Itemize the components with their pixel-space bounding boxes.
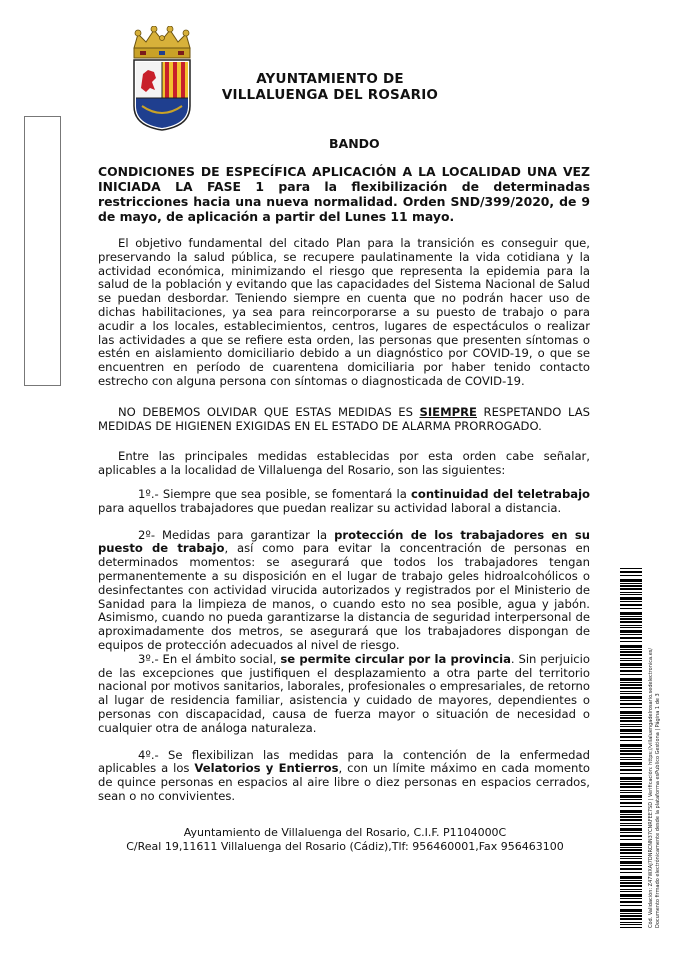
barcode-bar [620, 736, 642, 738]
barcode-bar [620, 660, 642, 661]
barcode-bar [620, 687, 642, 689]
item1-post: para aquellos trabajadores que puedan realizar su actividad laboral a distancia. [98, 500, 562, 515]
barcode-bar [620, 625, 642, 626]
municipality-header [210, 71, 450, 103]
barcode-bar [620, 608, 642, 609]
barcode-bar [620, 744, 642, 747]
barcode-bar [620, 915, 642, 917]
item2-post: , así como para evitar la concentración de personas en determinados momentos: se asegurará que todos los trabajadores tengan permanentemente a su disposición en el lugar de trabajo geles hidroalcohólicos o desinfectantes con actividad virucida autorizados y registrados por el Ministerio de Sanidad para la limpieza de manos, o cuando esto no sea posible, agua y jabón. Asimismo, cuando no pueda garantizarse la distancia de seguridad interpersonal de aproximadamente dos metros, se asegurará que los trabajadores dispongan de equipos de protección adecuados al nivel de riesgo. [98, 541, 590, 652]
barcode-bar [620, 891, 642, 892]
barcode-bar [620, 880, 642, 881]
barcode-bar [620, 783, 642, 785]
paragraph-intro: Entre las principales medidas establecidas por esta orden cabe señalar, aplicables a la localidad de Villaluenga del Rosario, son las siguientes: [98, 449, 590, 478]
header-line-2: VILLALUENGA DEL ROSARIO [221, 87, 439, 103]
barcode-bar [620, 865, 642, 866]
barcode-bar [620, 654, 642, 656]
barcode-bar [620, 604, 642, 606]
barcode-bar [620, 667, 642, 668]
barcode-bar [620, 909, 642, 912]
barcode-bar [620, 691, 642, 692]
document-footer [120, 826, 570, 854]
barcode-bar [620, 684, 642, 686]
barcode-bar [620, 729, 642, 732]
barcode-bar [620, 927, 642, 928]
barcode-bar [620, 748, 642, 749]
barcode-bar [620, 922, 642, 923]
barcode-bar [620, 658, 642, 659]
barcode-bar [620, 799, 642, 800]
barcode-bar [620, 612, 642, 615]
verification-text [648, 568, 670, 928]
barcode-bar [620, 823, 642, 824]
barcode-bar [620, 795, 642, 798]
item3-bold: se permite circular por la provincia [280, 651, 511, 666]
barcode-bar [620, 700, 642, 701]
document-title: CONDICIONES DE ESPECÍFICA APLICACIÓN A LA LOCALIDAD UNA VEZ INICIADA LA FASE 1 para la flexibilización de determinadas restricciones hacia una nueva normalidad. Orden SND/399/2020, de 9 de mayo, de aplicación a partir del Lunes 11 mayo. [98, 164, 590, 224]
bando-title: BANDO [329, 136, 380, 151]
barcode-bar [620, 769, 642, 771]
measure-item-2 [98, 529, 590, 653]
item4-bold: Velatorios y Entierros [194, 761, 339, 776]
item4-post: , con un límite máximo en cada momento de quince personas en espacios al aire libre o diez personas en espacios cerrados, sean o no convivientes. [98, 761, 590, 803]
measure-item-1 [98, 488, 590, 516]
footer-line-1: Ayuntamiento de Villaluenga del Rosario, C.I.F. P1104000C [183, 826, 507, 839]
barcode-bar [620, 637, 642, 639]
barcode-bar [620, 847, 642, 848]
barcode-bar [620, 872, 642, 873]
barcode-bar [620, 876, 642, 879]
warning-text-pre: NO DEBEMOS OLVIDAR QUE ESTAS MEDIDAS ES [118, 404, 420, 419]
barcode-bar [620, 634, 642, 635]
item3-post: . Sin perjuicio de las excepciones que justifiquen el desplazamiento a otra parte del territorio nacional por motivos sanitarios, laborales, profesionales o empresariales, de retorno al lugar de residencia familiar, asistencia y cuidado de mayores, dependientes o personas con discapacidad, causa de fuerza mayor o situación de necesidad o cualquier otra de análoga naturaleza. [98, 651, 590, 735]
item2-bold: protección de los trabajadores en su puesto de trabajo [98, 527, 590, 556]
item3-pre: 3º.- En el ámbito social, [138, 651, 281, 666]
paragraph-warning [98, 406, 590, 434]
barcode-bar [620, 594, 642, 595]
barcode-bar [620, 575, 642, 576]
barcode-bar [620, 724, 642, 725]
barcode-bar [620, 670, 642, 672]
barcode-bar [620, 849, 642, 851]
barcode-bar [620, 889, 642, 890]
barcode-bar [620, 759, 642, 760]
barcode-bar [620, 592, 642, 593]
barcode-bar [620, 835, 642, 837]
barcode-bar [620, 839, 642, 840]
barcode-bar [620, 786, 642, 788]
barcode-bar [620, 924, 642, 925]
barcode-bar [620, 693, 642, 694]
barcode-bar [620, 773, 642, 774]
barcode-bar [620, 678, 642, 681]
barcode-bar [620, 832, 642, 833]
verification-line-1: Cód. Validación: Z47WXAJ7DNRCNN37CNRFEE7SD | Verificación: https://villaluengadelrosario.sedelectronica.es/ [648, 647, 654, 928]
barcode-bar [620, 858, 642, 859]
barcode-bar [620, 627, 642, 628]
barcode-bar [620, 717, 642, 719]
barcode-bar [620, 601, 642, 602]
barcode-bar [620, 651, 642, 653]
header-line-1: AYUNTAMIENTO DE [256, 71, 404, 87]
measure-item-4 [98, 749, 590, 804]
barcode-bar [620, 740, 642, 741]
barcode-bar [620, 885, 642, 887]
barcode-bar [620, 814, 642, 815]
barcode-bar [620, 707, 642, 708]
barcode-bar [620, 790, 642, 791]
barcode-bar [620, 777, 642, 780]
barcode-bar [620, 703, 642, 705]
barcode-bar [620, 856, 642, 857]
barcode-bar [620, 918, 642, 920]
warning-text-post: RESPETANDO LAS MEDIDAS DE HIGIENEN EXIGIDAS EN EL ESTADO DE ALARMA PRORROGADO. [98, 404, 590, 433]
barcode-bar [620, 852, 642, 854]
barcode-bar [620, 621, 642, 623]
barcode-bar [620, 802, 642, 804]
item1-pre: 1º.- Siempre que sea posible, se fomentará la [138, 486, 411, 501]
barcode-bar [620, 597, 642, 600]
barcode-bar [620, 810, 642, 813]
barcode-bar [620, 843, 642, 846]
barcode-bar [620, 674, 642, 675]
barcode-bar [620, 861, 642, 864]
barcode-bar [620, 828, 642, 831]
barcode-bar [620, 733, 642, 734]
barcode-bar [620, 682, 642, 683]
barcode-bar [620, 585, 642, 587]
barcode-bar [620, 711, 642, 714]
document-body [98, 164, 590, 804]
barcode-bar [620, 618, 642, 620]
barcode-bar [620, 720, 642, 722]
measure-item-3 [98, 653, 590, 736]
barcode-bar [620, 616, 642, 617]
barcode-bar [620, 663, 642, 666]
barcode-bar [620, 913, 642, 914]
barcode-bar [620, 868, 642, 870]
barcode-bar [620, 649, 642, 650]
barcode-bar [620, 757, 642, 758]
barcode-bar [620, 894, 642, 897]
barcode-bar [620, 583, 642, 584]
item2-pre: 2º- Medidas para garantizar la [138, 527, 335, 542]
barcode-bar [620, 571, 642, 573]
barcode-bar [620, 630, 642, 633]
barcode-bar [620, 715, 642, 716]
item4-pre: 4º.- Se flexibilizan las medidas para la contención de la enfermedad aplicables a los [98, 747, 590, 776]
footer-line-2: C/Real 19,11611 Villaluenga del Rosario (Cádiz),Tlf: 956460001,Fax 956463100 [126, 840, 564, 853]
barcode-bar [620, 588, 642, 590]
barcode-bar [620, 753, 642, 755]
warning-emphasis: SIEMPRE [419, 404, 477, 419]
barcode-bar [620, 898, 642, 899]
crown-icon [134, 26, 190, 58]
paragraph-objective: El objetivo fundamental del citado Plan para la transición es conseguir que, preservando la salud pública, se recupere paulatinamente la vida cotidiana y la actividad económica, minimizando el riesgo que representa la epidemia para la salud de la población y evitando que las capacidades del Sistema Nacional de Salud se puedan desbordar. Teniendo siempre en cuenta que no podrán hacer uso de dichas habilitaciones, ya sea para reincorporarse a su puesto de trabajo o para acudir a los locales, establecimientos, centros, lugares de espectáculos o realizar las actividades a que se refiere esta orden, las personas que presenten síntomas o estén en aislamiento domiciliario debido a un diagnóstico por COVID-19, o que se encuentren en período de cuarentena domiciliaria por haber tenido contacto estrecho con alguna persona con síntomas o diagnosticada de COVID-19. [98, 236, 590, 388]
side-registry-box [24, 116, 61, 386]
barcode-bar [620, 726, 642, 727]
verification-line-2: Documento firmado electrónicamente desde la plataforma esPublico Gestiona | Página 1 de 3 [655, 693, 661, 928]
barcode-bar [620, 816, 642, 818]
barcode-bar [620, 750, 642, 752]
barcode-bar [620, 766, 642, 767]
barcode-bar [620, 568, 642, 569]
barcode-bar [620, 905, 642, 906]
coat-of-arms-logo [128, 26, 196, 132]
barcode-bar [620, 641, 642, 642]
barcode-bar [620, 819, 642, 821]
barcode-bar [620, 825, 642, 826]
barcode-bar [620, 901, 642, 903]
item1-bold: continuidad del teletrabajo [411, 486, 591, 501]
barcode-bar [620, 806, 642, 807]
barcode-bar [620, 792, 642, 793]
barcode-bar [620, 882, 642, 884]
barcode-bar [620, 762, 642, 765]
barcode-bar [620, 579, 642, 582]
barcode-bar [620, 645, 642, 648]
barcode-bar [620, 781, 642, 782]
validation-barcode [620, 568, 642, 928]
barcode-bar [620, 696, 642, 699]
